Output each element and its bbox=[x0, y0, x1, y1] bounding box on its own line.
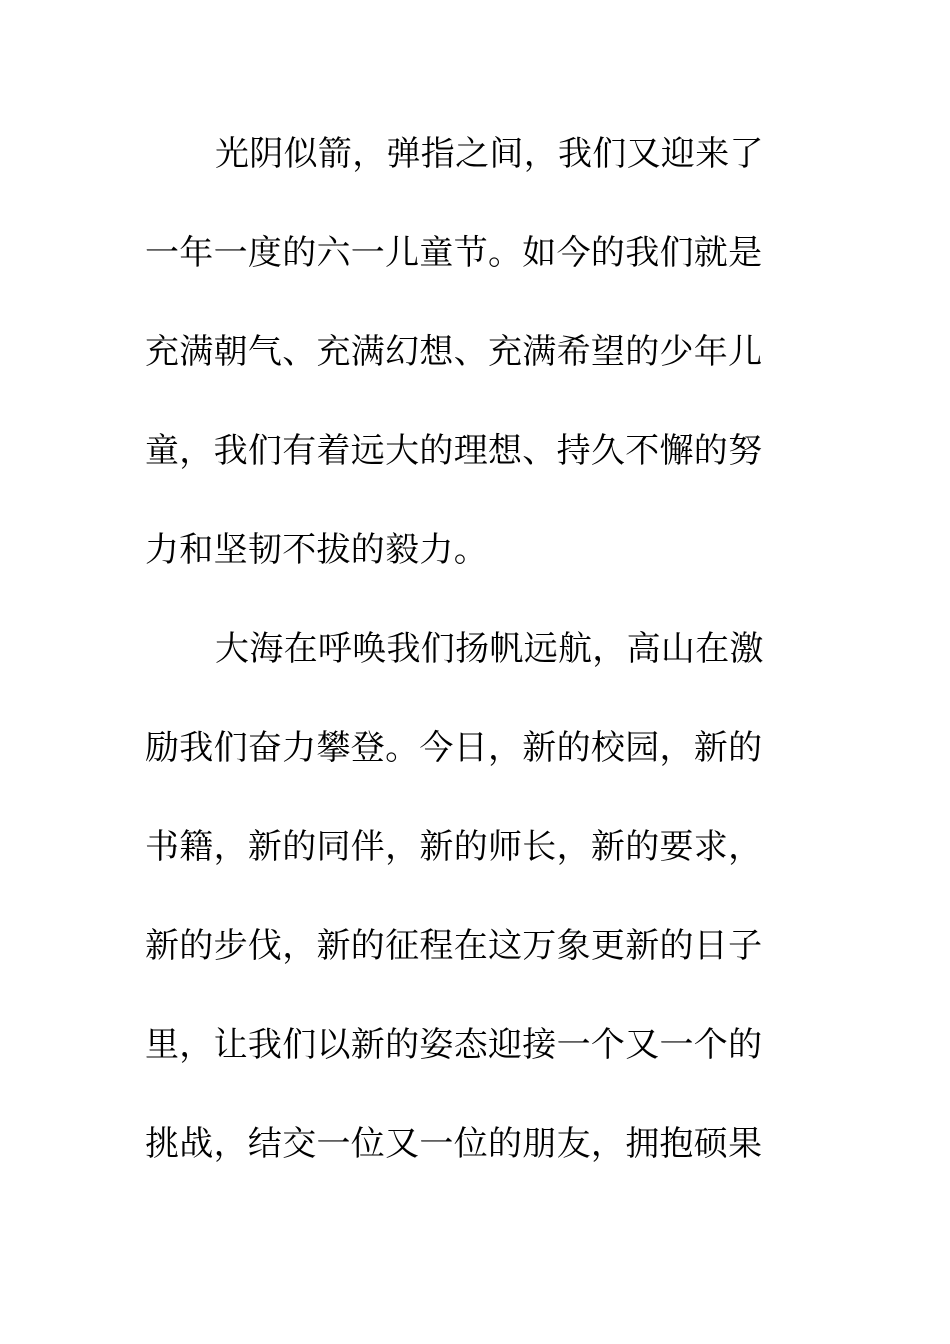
paragraph-1-line-5: 力和坚韧不拔的毅力。 bbox=[145, 530, 488, 570]
paragraph-1-line-2: 一年一度的六一儿童节。如今的我们就是 bbox=[145, 233, 763, 273]
paragraph-2-line-2: 励我们奋力攀登。今日，新的校园，新的 bbox=[145, 728, 763, 768]
paragraph-1-line-3: 充满朝气、充满幻想、充满希望的少年儿 bbox=[145, 332, 763, 372]
paragraph-1-line-4: 童，我们有着远大的理想、持久不懈的努 bbox=[145, 431, 763, 471]
paragraph-2-line-3: 书籍，新的同伴，新的师长，新的要求， bbox=[145, 827, 763, 867]
paragraph-2-line-4: 新的步伐，新的征程在这万象更新的日子 bbox=[145, 926, 763, 966]
paragraph-2-line-1: 大海在呼唤我们扬帆远航，高山在激 bbox=[215, 629, 764, 669]
body-text bbox=[145, 127, 785, 1216]
paragraph-2-line-6: 挑战，结交一位又一位的朋友，拥抱硕果 bbox=[145, 1124, 763, 1164]
paragraph-2-line-5: 里，让我们以新的姿态迎接一个又一个的 bbox=[145, 1025, 763, 1065]
paragraph-1-line-1: 光阴似箭，弹指之间，我们又迎来了 bbox=[215, 134, 764, 174]
